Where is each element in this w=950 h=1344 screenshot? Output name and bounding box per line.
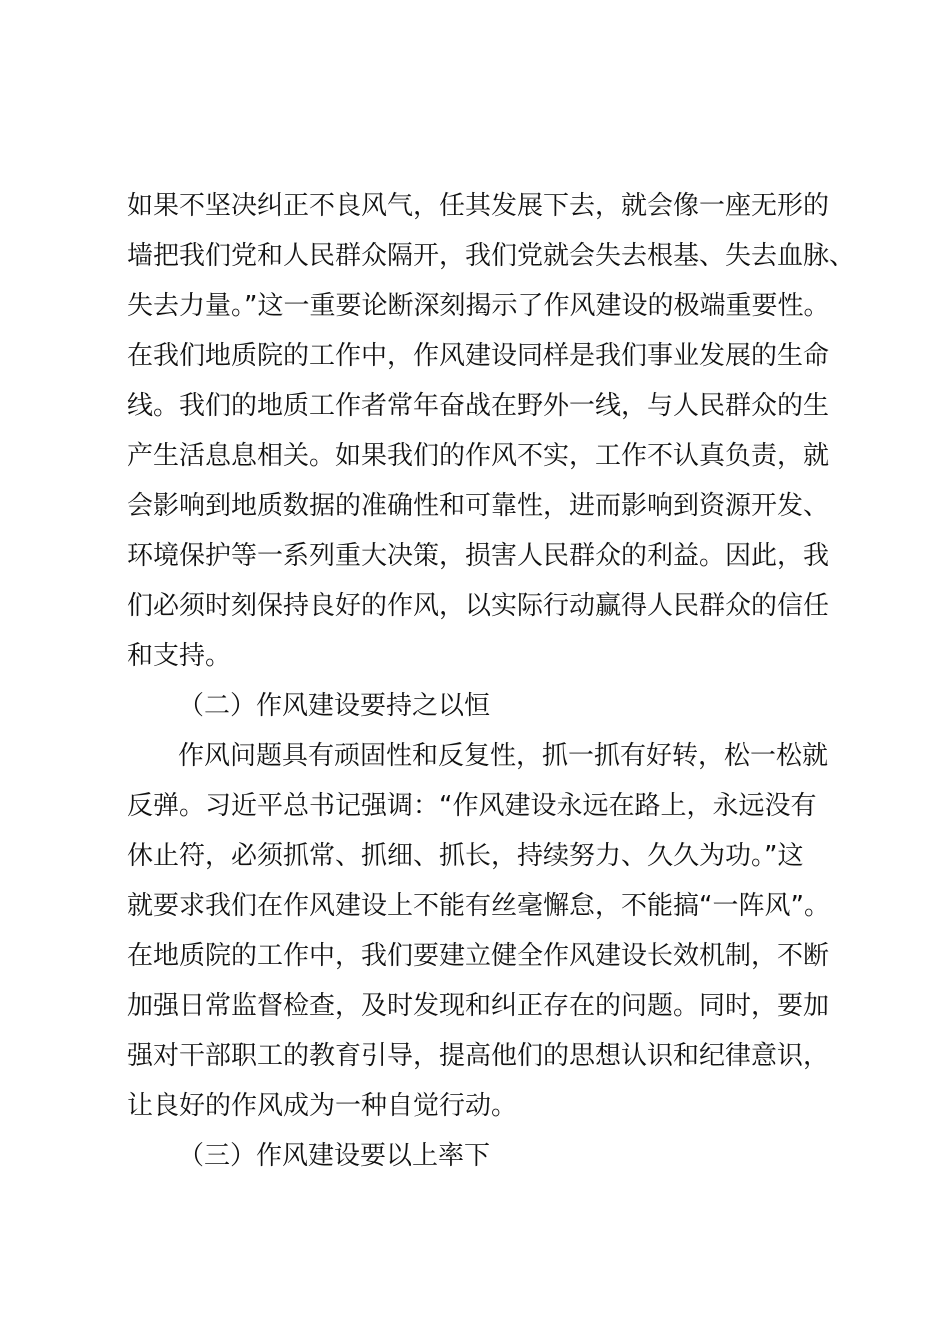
body-text-line: 产生活息息相关。如果我们的作风不实，工作不认真负责，就: [127, 441, 830, 471]
body-text-line: 环境保护等一系列重大决策，损害人民群众的利益。因此，我: [127, 541, 830, 571]
body-text-line: 在地质院的工作中，我们要建立健全作风建设长效机制，不断: [127, 941, 830, 971]
body-text-line: 和支持。: [127, 641, 232, 671]
body-text-line: 们必须时刻保持良好的作风，以实际行动赢得人民群众的信任: [127, 591, 830, 621]
body-text-line: 会影响到地质数据的准确性和可靠性，进而影响到资源开发、: [127, 491, 830, 521]
body-text-line: 失去力量。”这一重要论断深刻揭示了作风建设的极端重要性。: [127, 291, 830, 321]
body-text-line: 强对干部职工的教育引导，提高他们的思想认识和纪律意识，: [127, 1041, 830, 1071]
body-text-line: 休止符，必须抓常、抓细、抓长，持续努力、久久为功。”这: [127, 841, 804, 871]
body-text-line: 就要求我们在作风建设上不能有丝毫懈怠，不能搞“一阵风”。: [127, 891, 830, 921]
body-text-line: 在我们地质院的工作中，作风建设同样是我们事业发展的生命: [127, 341, 830, 371]
body-text-line: 墙把我们党和人民群众隔开，我们党就会失去根基、失去血脉、: [127, 241, 856, 271]
body-text-line: 让良好的作风成为一种自觉行动。: [127, 1091, 518, 1121]
body-text-line: 线。我们的地质工作者常年奋战在野外一线，与人民群众的生: [127, 391, 830, 421]
section-heading: （二）作风建设要持之以恒: [178, 691, 491, 721]
body-text-line: 加强日常监督检查，及时发现和纠正存在的问题。同时，要加: [127, 991, 830, 1021]
body-text-line: 反弹。习近平总书记强调：“作风建设永远在路上，永远没有: [127, 791, 817, 821]
body-text-line: 如果不坚决纠正不良风气，任其发展下去，就会像一座无形的: [127, 191, 830, 221]
section-heading: （三）作风建设要以上率下: [178, 1141, 491, 1171]
body-text-line: 作风问题具有顽固性和反复性，抓一抓有好转，松一松就: [178, 741, 829, 771]
